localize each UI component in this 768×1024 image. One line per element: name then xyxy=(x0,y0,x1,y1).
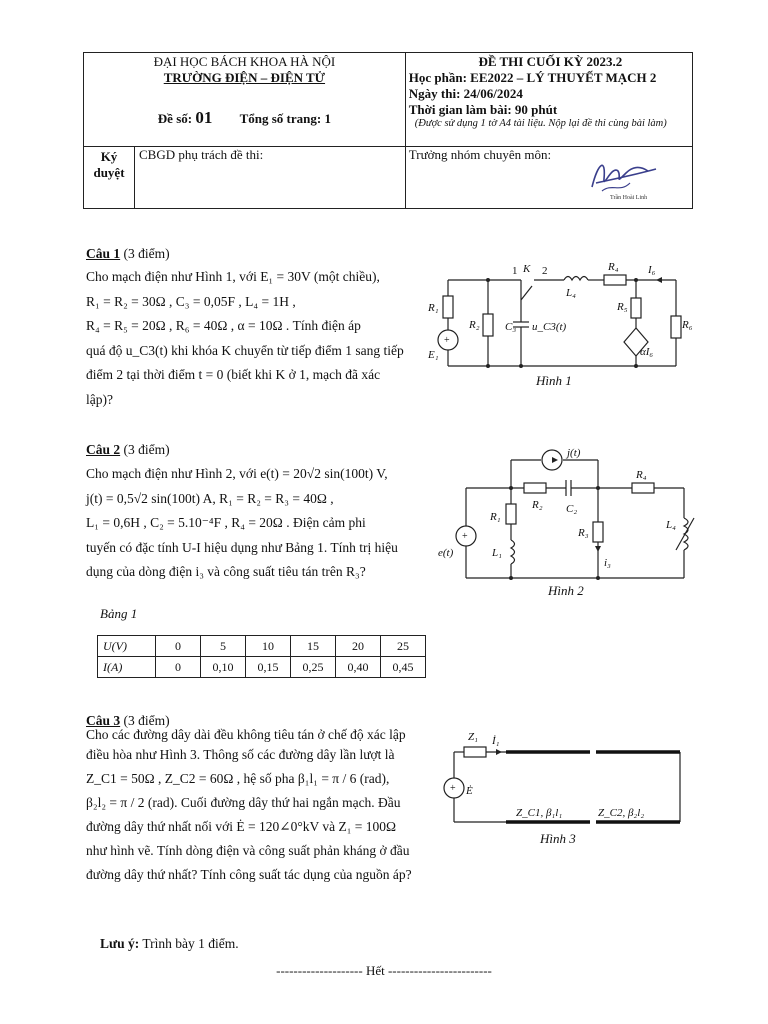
fig3-z1: Z₁ xyxy=(468,731,478,743)
exam-title: ĐỀ THI CUỐI KỲ 2023.2 xyxy=(478,54,623,69)
table-cell: 0,10 xyxy=(201,657,246,678)
school-name: TRƯỜNG ĐIỆN – ĐIỆN TỬ xyxy=(163,70,326,85)
sign-label: Ký duyệt xyxy=(93,149,125,180)
q2-line: tuyến có đặc tính U-I hiệu dụng như Bảng 1. Tính trị hiệu xyxy=(86,539,398,555)
table-cell: 20 xyxy=(336,636,381,657)
footer-note-text: Trình bày 1 điểm. xyxy=(142,936,239,951)
table-cell: 25 xyxy=(381,636,426,657)
fig2-i3: i₃ xyxy=(604,557,611,569)
table-cell: 0 xyxy=(156,636,201,657)
fig1-node-2: 2 xyxy=(542,265,548,277)
course-name: Học phần: EE2022 – LÝ THUYẾT MẠCH 2 xyxy=(408,70,657,85)
table-row xyxy=(98,636,426,657)
signature-name: Trần Hoài Linh xyxy=(609,195,647,201)
fig3-line2: Z_C2, β₂l₂ xyxy=(598,807,645,819)
fig1-r6: R₆ xyxy=(682,319,693,331)
fig1-r1: R₁ xyxy=(428,302,439,314)
fig1-l4: L₄ xyxy=(566,287,576,299)
table-cell: 0,25 xyxy=(291,657,336,678)
table-cell: 5 xyxy=(201,636,246,657)
fig1-c3: C₃ xyxy=(505,321,517,333)
total-pages: Tổng số trang: 1 xyxy=(239,111,331,126)
fig2-c2: C₂ xyxy=(566,503,578,515)
q1-body xyxy=(86,265,412,412)
q2-line: dụng của dòng điện i₃ và công suất tiêu tán trên R₃? xyxy=(86,564,366,579)
q1-title xyxy=(86,246,170,262)
fig1-e1: E₁ xyxy=(428,349,439,361)
exam-meta xyxy=(84,108,405,128)
q2-title xyxy=(86,442,170,458)
exam-header-table xyxy=(83,52,693,209)
q1-line: điểm 2 tại thời điểm t = 0 (biết khi K ở 1, mạch đã xác xyxy=(86,367,381,382)
table-cell: 15 xyxy=(291,636,336,657)
q3-line: đường dây thứ nhất nối với Ė = 120∠0°kV và Z₁ = 100Ω xyxy=(86,819,397,834)
exam-duration: Thời gian làm bài: 90 phút xyxy=(408,102,558,117)
signature-image xyxy=(584,153,664,201)
footer-note xyxy=(100,936,239,952)
table-row xyxy=(98,657,426,678)
q3-title-text: Câu 3 xyxy=(86,713,121,728)
fig2-r1: R₁ xyxy=(490,511,501,523)
q1-line: lập)? xyxy=(86,391,113,407)
fig2-l4: L₄ xyxy=(666,519,676,531)
cbgd-label: CBGD phụ trách đề thi: xyxy=(139,147,264,162)
fig1-controlled-source: αI₆ xyxy=(640,346,654,358)
exam-date: Ngày thi: 24/06/2024 xyxy=(408,86,523,101)
exam-no-label: Đề số: xyxy=(157,111,193,126)
q1-line: Cho mạch điện như Hình 1, với E₁ = 30V (một chiều), xyxy=(86,269,380,284)
q2-body xyxy=(86,462,426,585)
q3-body xyxy=(86,727,430,887)
fig3-i1: İ₁ xyxy=(492,735,500,747)
q3-line: Z_C1 = 50Ω , Z_C2 = 60Ω , hệ số pha β₁l₁ = π / 6 (rad), xyxy=(86,771,390,786)
q3-points: (3 điểm) xyxy=(123,713,170,728)
q1-line: quá độ u_C3(t) khi khóa K chuyển từ tiếp điểm 1 sang tiếp xyxy=(86,342,404,358)
q3-line: đường dây thứ nhất? Tính công suất tác dụng của nguồn áp? xyxy=(86,867,412,882)
table-cell: 0 xyxy=(156,657,201,678)
group-leader-label: Trưởng nhóm chuyên môn: xyxy=(408,147,552,162)
svg-text:+: + xyxy=(450,783,456,794)
fig1-caption: Hình 1 xyxy=(536,373,572,388)
q1-points: (3 điểm) xyxy=(123,246,170,261)
group-leader-cell xyxy=(405,147,692,209)
q1-line: R₁ = R₂ = 30Ω , C₃ = 0,05F , L₄ = 1H , xyxy=(86,293,296,309)
q2-points: (3 điểm) xyxy=(123,442,170,457)
q2-title-text: Câu 2 xyxy=(86,442,121,457)
q3-line: điều hòa như Hình 3. Thông số các đường dây lần lượt là xyxy=(86,747,395,762)
fig1-node-1: 1 xyxy=(512,265,518,277)
fig1-switch-k: K xyxy=(523,263,531,275)
q3-line: như hình vẽ. Tính dòng điện và công suất phản kháng ở đầu xyxy=(86,843,410,858)
figure-2-circuit xyxy=(436,440,696,600)
table-cell: 0,15 xyxy=(246,657,291,678)
q3-line: Cho các đường dây dài đều không tiêu tán ở chế độ xác lập xyxy=(86,727,406,742)
header-left-cell xyxy=(84,53,406,147)
fig1-uc3: u_C3(t) xyxy=(532,321,567,333)
svg-text:+: + xyxy=(462,531,468,542)
fig2-e: e(t) xyxy=(438,547,454,559)
fig1-r4: R₄ xyxy=(608,261,619,273)
fig2-r2: R₂ xyxy=(532,499,543,511)
table-cell: 0,40 xyxy=(336,657,381,678)
q2-line: Cho mạch điện như Hình 2, với e(t) = 20√2 sin(100t) V, xyxy=(86,466,388,481)
fig1-i6: I₆ xyxy=(648,264,656,276)
fig2-l1: L₁ xyxy=(492,547,502,559)
exam-no: 01 xyxy=(195,108,213,127)
fig3-e: Ė xyxy=(466,785,473,797)
fig3-line1: Z_C1, β₁l₁ xyxy=(516,807,563,819)
figure-3-circuit xyxy=(440,724,690,850)
fig1-r2: R₂ xyxy=(469,319,480,331)
university-name: ĐẠI HỌC BÁCH KHOA HÀ NỘI xyxy=(153,54,336,69)
q1-title-text: Câu 1 xyxy=(86,246,121,261)
header-right-cell xyxy=(405,53,692,147)
fig2-r3: R₃ xyxy=(578,527,589,539)
table-row-header: I(A) xyxy=(98,657,156,678)
q3-line: β₂l₂ = π / 2 (rad). Cuối đường dây thứ hai ngắn mạch. Đầu xyxy=(86,795,401,810)
q2-line: L₁ = 0,6H , C₂ = 5.10⁻⁴F , R₄ = 20Ω . Điện cảm phi xyxy=(86,515,366,530)
sign-label-cell xyxy=(84,147,135,209)
exam-note: (Được sử dụng 1 tờ A4 tài liệu. Nộp lại đề thi cùng bài làm) xyxy=(414,118,667,129)
table-row-header: U(V) xyxy=(98,636,156,657)
svg-text:+: + xyxy=(444,335,450,346)
fig2-r4: R₄ xyxy=(636,469,647,481)
fig3-caption: Hình 3 xyxy=(540,831,576,846)
q2-line: j(t) = 0,5√2 sin(100t) A, R₁ = R₂ = R₃ = 40Ω , xyxy=(86,490,334,506)
q1-line: R₄ = R₅ = 20Ω , R₆ = 40Ω , α = 10Ω . Tính điện áp xyxy=(86,318,361,333)
fig2-j: j(t) xyxy=(567,447,581,459)
fig1-r5: R₅ xyxy=(617,301,628,313)
fig2-caption: Hình 2 xyxy=(548,583,584,598)
footer-note-label: Lưu ý: xyxy=(100,936,140,951)
table-1-caption: Bảng 1 xyxy=(100,606,138,621)
table-cell: 0,45 xyxy=(381,657,426,678)
end-marker: -------------------- Hết ------------------------ xyxy=(276,963,492,978)
table-cell: 10 xyxy=(246,636,291,657)
cbgd-cell xyxy=(135,147,406,209)
table-1 xyxy=(97,635,426,678)
figure-1-circuit xyxy=(426,258,696,388)
